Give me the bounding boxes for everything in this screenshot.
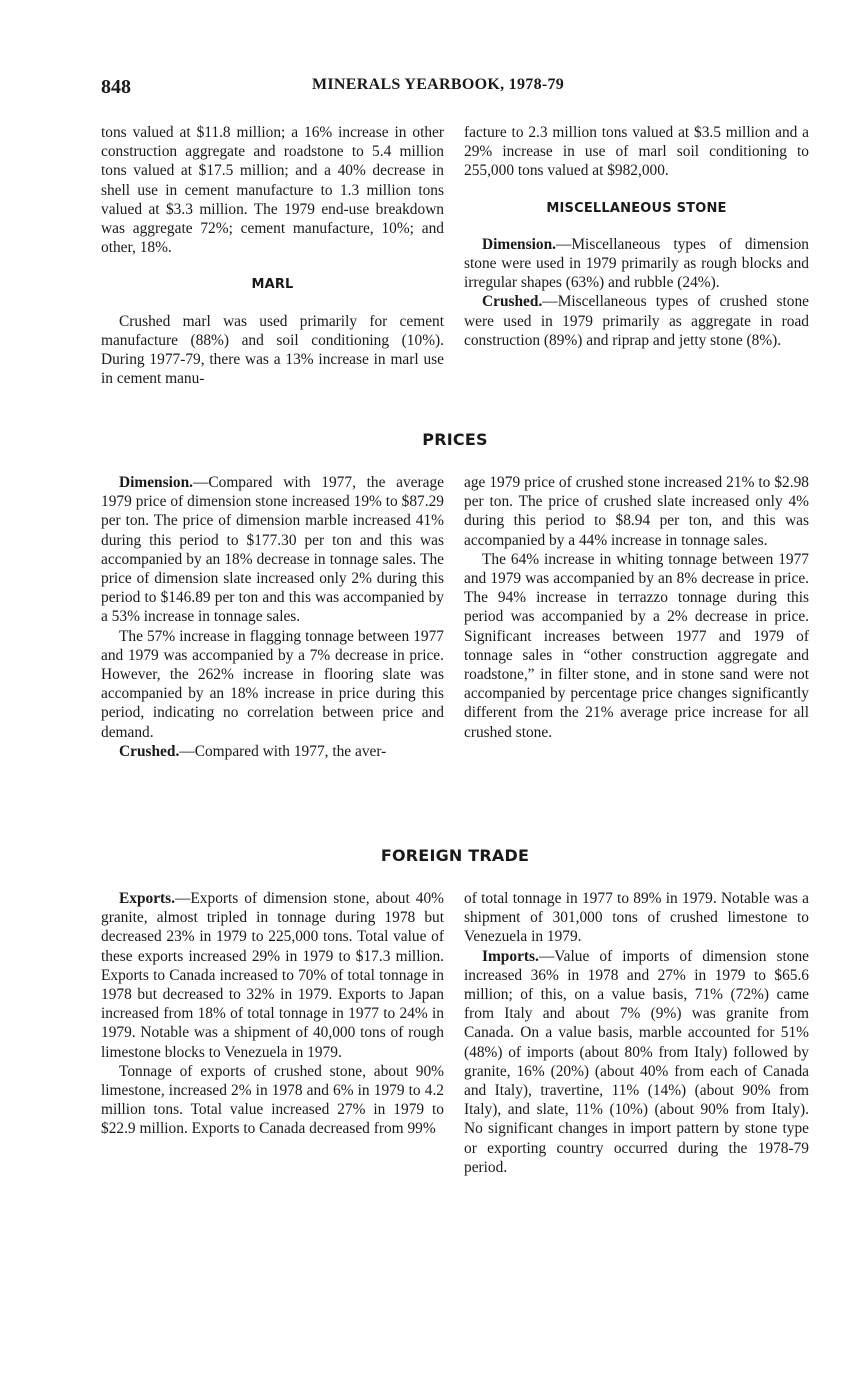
paragraph: The 64% increase in whiting tonnage between 1977 and 1979 was accompanied by an 8% decrease in price. The 94% increase in terrazzo tonnage during this period was accompanied by a 2% decrease in price. Significant increases between 1977 and 1979 of tonnage sales in “other construction aggregate and roadstone,” in filter stone, and in stone sand were not accompanied by percentage price changes significantly different from the 21% average price increase for all crushed stone. (464, 550, 809, 741)
running-title: MINERALS YEARBOOK, 1978-79 (312, 76, 565, 93)
page-number: 848 (101, 76, 131, 98)
paragraph-text: —Miscellaneous types of dimension stone were used in 1979 primarily as rough blocks and irregular shapes (63%) and rubble (24%). (464, 235, 809, 292)
paragraph-text: —Value of imports of dimension stone increased 36% in 1978 and 27% in 1979 to $65.6 million; of this, on a value basis, 71% (72%) came from Italy and about 7% (9%) was granite from Canada. On a value basis, marble accounted for 51% (48%) of imports (about 80% from Italy) followed by granite, 16% (20%) (about 40% from each of Canada and Italy), travertine, 11% (14%) (about 90% from Italy), and slate, 11% (10%) (about 90% from Italy). No significant changes in import pattern by stone type or exporting country occurred during the 1978-79 period. (464, 947, 809, 1176)
prices-right-column (464, 473, 809, 742)
top-right-column (464, 123, 809, 350)
paragraph-text: —Compared with 1977, the average 1979 price of dimension stone increased 19% to $87.29 per ton. The price of dimension marble increased 41% during this period to $177.30 per ton and this was accompanied by an 18% decrease in tonnage sales. The price of dimension slate increased only 2% during this period to $146.89 per ton and this was accompanied by a 53% increase in tonnage sales. (101, 474, 444, 626)
paragraph (464, 292, 809, 350)
paragraph: age 1979 price of crushed stone increased 21% to $2.98 per ton. The price of crushed slate increased only 4% during this period to $8.94 per ton, and this was accompanied by a 44% increase in tonnage sales. (464, 474, 809, 549)
run-in-heading: Crushed. (119, 742, 180, 760)
run-in-heading: Imports. (482, 947, 539, 965)
paragraph: tons valued at $11.8 million; a 16% increase in other construction aggregate and roadstone to 5.4 million tons valued at $17.5 million; and a 40% decrease in shell use in cement manufacture to 1.3 million tons valued at $3.3 million. The 1979 end-use breakdown was aggregate 72%; cement manufacture, 10%; and other, 18%. (101, 124, 444, 257)
prices-left-column (101, 473, 444, 761)
run-in-heading: Crushed. (482, 293, 543, 311)
paragraph (464, 235, 809, 293)
paragraph: facture to 2.3 million tons valued at $3.5 million and a 29% increase in use of marl soil conditioning to 255,000 tons valued at $982,000. (464, 124, 809, 180)
paragraph: Crushed marl was used primarily for cement manufacture (88%) and soil conditioning (10%). During 1977-79, there was a 13% increase in marl use in cement manu- (101, 312, 444, 388)
paragraph (101, 473, 444, 627)
foreign-trade-right-column (464, 889, 809, 1177)
paragraph-text: —Compared with 1977, the aver- (179, 742, 387, 760)
run-in-heading: Exports. (119, 890, 176, 907)
section-heading-prices: PRICES (422, 430, 488, 449)
marl-heading: MARL (251, 277, 294, 293)
paragraph: of total tonnage in 1977 to 89% in 1979. Notable was a shipment of 301,000 tons of crushed limestone to Venezuela in 1979. (464, 890, 809, 946)
paragraph (101, 889, 444, 1062)
run-in-heading: Dimension. (119, 474, 193, 491)
misc-stone-heading: MISCELLANEOUS STONE (546, 200, 727, 216)
paragraph-text: —Exports of dimension stone, about 40% granite, almost tripled in tonnage during 1978 but decreased 23% in 1979 to 225,000 tons. Total value of these exports increased 29% in 1979 to $17.3 million. Exports to Canada increased to 70% of total tonnage in 1978 but decreased to 32% in 1979. Exports to Japan increased from 18% of total tonnage in 1977 to 24% in 1979. Notable was a shipment of 40,000 tons of rough limestone blocks to Venezuela in 1979. (101, 890, 444, 1061)
paragraph-text: —Miscellaneous types of crushed stone were used in 1979 primarily as aggregate in road construction (89%) and riprap and jetty stone (8%). (464, 293, 809, 349)
paragraph: The 57% increase in flagging tonnage between 1977 and 1979 was accompanied by a 7% decrease in price. However, the 262% increase in flooring slate was accompanied by an 18% increase in price during this period, indicating no correlation between price and demand. (101, 627, 444, 741)
paragraph (101, 742, 444, 761)
paragraph: Tonnage of exports of crushed stone, about 90% limestone, increased 2% in 1978 and 6% in 1979 to 4.2 million tons. Total value increased 27% in 1979 to $22.9 million. Exports to Canada decreased from 99% (101, 1062, 444, 1138)
top-left-column (101, 123, 444, 388)
run-in-heading: Dimension. (482, 235, 556, 253)
foreign-trade-left-column (101, 889, 444, 1139)
paragraph (464, 947, 809, 1177)
page-header (101, 76, 801, 100)
section-heading-foreign-trade: FOREIGN TRADE (380, 846, 530, 865)
